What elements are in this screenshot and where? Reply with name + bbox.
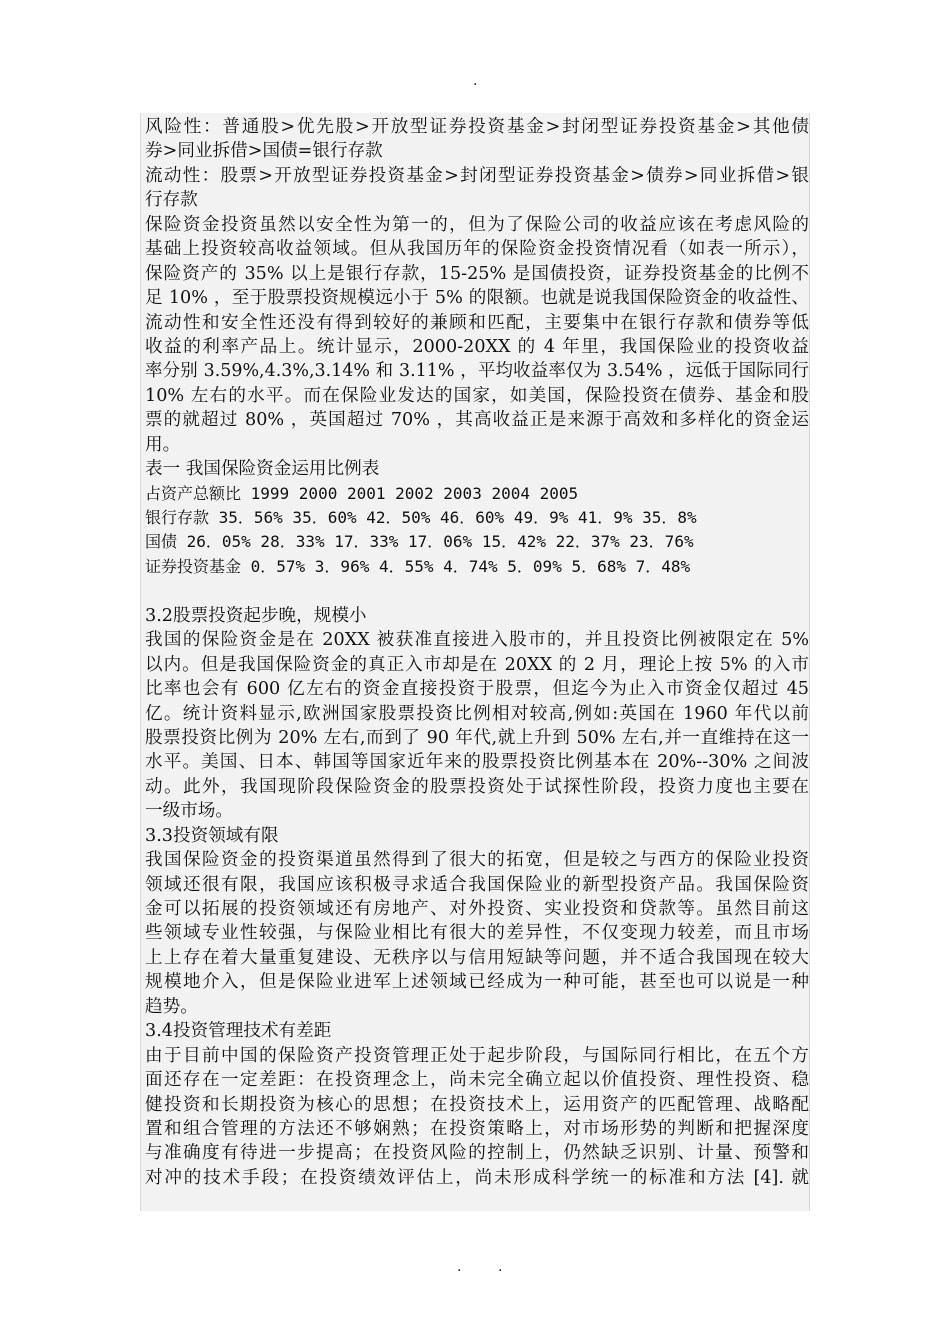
text-line: 保险资金投资虽然以安全性为第一的，但为了保险公司的收益应该在考虑风险的 [145, 214, 809, 235]
page-bottom-mark: . [457, 1259, 462, 1275]
section-3-2 [145, 604, 809, 824]
risk-paragraph [145, 115, 809, 164]
text-line: 行存款 [145, 190, 198, 211]
section-3-4 [145, 1019, 809, 1190]
spacer [145, 579, 809, 603]
text-line: 由于目前中国的保险资产投资管理正处于起步阶段，与国际同行相比，在五个方 [145, 1045, 809, 1066]
text-line: 对冲的技术手段；在投资绩效评估上，尚未形成科学统一的标准和方法 [4]. 就 [145, 1167, 809, 1188]
section-heading: 3.4投资管理技术有差距 [145, 1021, 332, 1042]
text-line: 上上存在着大量重复建设、无秩序以与信用短缺等问题，并不适合我国现在较大 [145, 947, 809, 968]
section-3-3 [145, 824, 809, 1020]
text-line: 保险资产的 35% 以上是银行存款，15-25% 是国债投资，证券投资基金的比例不 [145, 263, 809, 284]
text-line: 票的就超过 80% ，英国超过 70% ，其高收益正是来源于高效和多样化的资金运 [145, 410, 809, 431]
text-line: 健投资和长期投资为核心的思想；在投资技术上，运用资产的匹配管理、战略配 [145, 1094, 809, 1115]
text-line: 我国的保险资金是在 20XX 被获准直接进入股市的，并且投资比例被限定在 5% [145, 630, 809, 651]
section-heading: 3.2股票投资起步晚，规模小 [145, 605, 367, 626]
page-bottom-mark: . [498, 1259, 503, 1275]
text-line: 流动性和安全性还没有得到较好的兼顾和匹配，主要集中在银行存款和债券等低 [145, 312, 809, 333]
allocation-table [145, 457, 809, 579]
text-line: 流动性：股票>开放型证券投资基金>封闭型证券投资基金>债券>同业拆借>银 [145, 165, 809, 186]
text-line: 规模地介入，但是保险业进军上述领域已经成为一种可能，甚至也可以说是一种 [145, 972, 809, 993]
text-line: 一级市场。 [145, 801, 233, 822]
table-title: 表一 我国保险资金运用比例表 [145, 459, 380, 480]
investment-analysis-paragraph [145, 213, 809, 457]
table-row-header: 占资产总额比 1999 2000 2001 2002 2003 2004 2005 [145, 483, 579, 503]
text-line: 动。此外，我国现阶段保险资金的股票投资处于试探性阶段，投资力度也主要在 [145, 776, 809, 797]
page-top-mark: . [473, 73, 478, 89]
text-line: 面还存在一定差距：在投资理念上，尚未完全确立起以价值投资、理性投资、稳 [145, 1070, 809, 1091]
text-line: 领域还很有限，我国应该积极寻求适合我国保险业的新型投资产品。我国保险资 [145, 874, 809, 895]
text-line: 趋势。 [145, 996, 198, 1017]
text-line: 股票投资比例为 20% 左右,而到了 90 年代,就上升到 50% 左右,并一直维持在这一 [145, 727, 809, 748]
table-row: 国债 26．05% 28．33% 17．33% 17．06% 15．42% 22．37% 23．76% [145, 532, 694, 552]
table-row: 银行存款 35．56% 35．60% 42．50% 46．60% 49．9% 41．9% 35．8% [145, 508, 697, 527]
text-line: 与准确度有待进一步提高；在投资风险的控制上，仍然缺乏识别、计量、预警和 [145, 1143, 809, 1164]
section-heading: 3.3投资领域有限 [145, 825, 279, 846]
text-line: 券>同业拆借>国债=银行存款 [145, 141, 383, 162]
text-line: 比率也会有 600 亿左右的资金直接投资于股票，但迄今为止入市资金仅超过 45 [145, 679, 809, 700]
text-line: 水平。美国、日本、韩国等国家近年来的股票投资比例基本在 20%--30% 之间波 [145, 752, 809, 773]
liquidity-paragraph [145, 164, 809, 213]
text-line: 我国保险资金的投资渠道虽然得到了很大的拓宽，但是较之与西方的保险业投资 [145, 850, 809, 871]
text-line: 收益的利率产品上。统计显示，2000-20XX 的 4 年里，我国保险业的投资收益 [145, 336, 809, 357]
document-body [140, 113, 810, 1211]
text-line: 10% 左右的水平。而在保险业发达的国家，如美国，保险投资在债券、基金和股 [145, 385, 809, 406]
text-line: 以内。但是我国保险资金的真正入市却是在 20XX 的 2 月，理论上按 5% 的入市 [145, 654, 809, 675]
table-row: 证券投资基金 0．57% 3．96% 4．55% 4．74% 5．09% 5．68% 7．48% [145, 556, 691, 576]
text-line: 金可以拓展的投资领域还有房地产、对外投资、实业投资和贷款等。虽然目前这 [145, 899, 809, 919]
text-line: 置和组合管理的方法还不够娴熟；在投资策略上，对市场形势的判断和把握深度 [145, 1118, 809, 1139]
text-line: 些领域专业性较强，与保险业相比有很大的差异性，不仅变现力较差，而且市场 [145, 923, 809, 944]
text-line: 亿。统计资料显示,欧洲国家股票投资比例相对较高,例如:英国在 1960 年代以前 [145, 703, 809, 724]
text-line: 足 10% ，至于股票投资规模远小于 5% 的限额。也就是说我国保险资金的收益性、 [145, 288, 809, 309]
text-line: 用。 [145, 434, 181, 455]
text-line: 率分别 3.59%,4.3%,3.14% 和 3.11% ，平均收益率仅为 3.54% ，远低于国际同行 [145, 361, 809, 382]
text-line: 风险性：普通股>优先股>开放型证券投资基金>封闭型证券投资基金>其他债 [145, 117, 809, 137]
text-line: 基础上投资较高收益领域。但从我国历年的保险资金投资情况看（如表一所示）， [145, 239, 809, 260]
